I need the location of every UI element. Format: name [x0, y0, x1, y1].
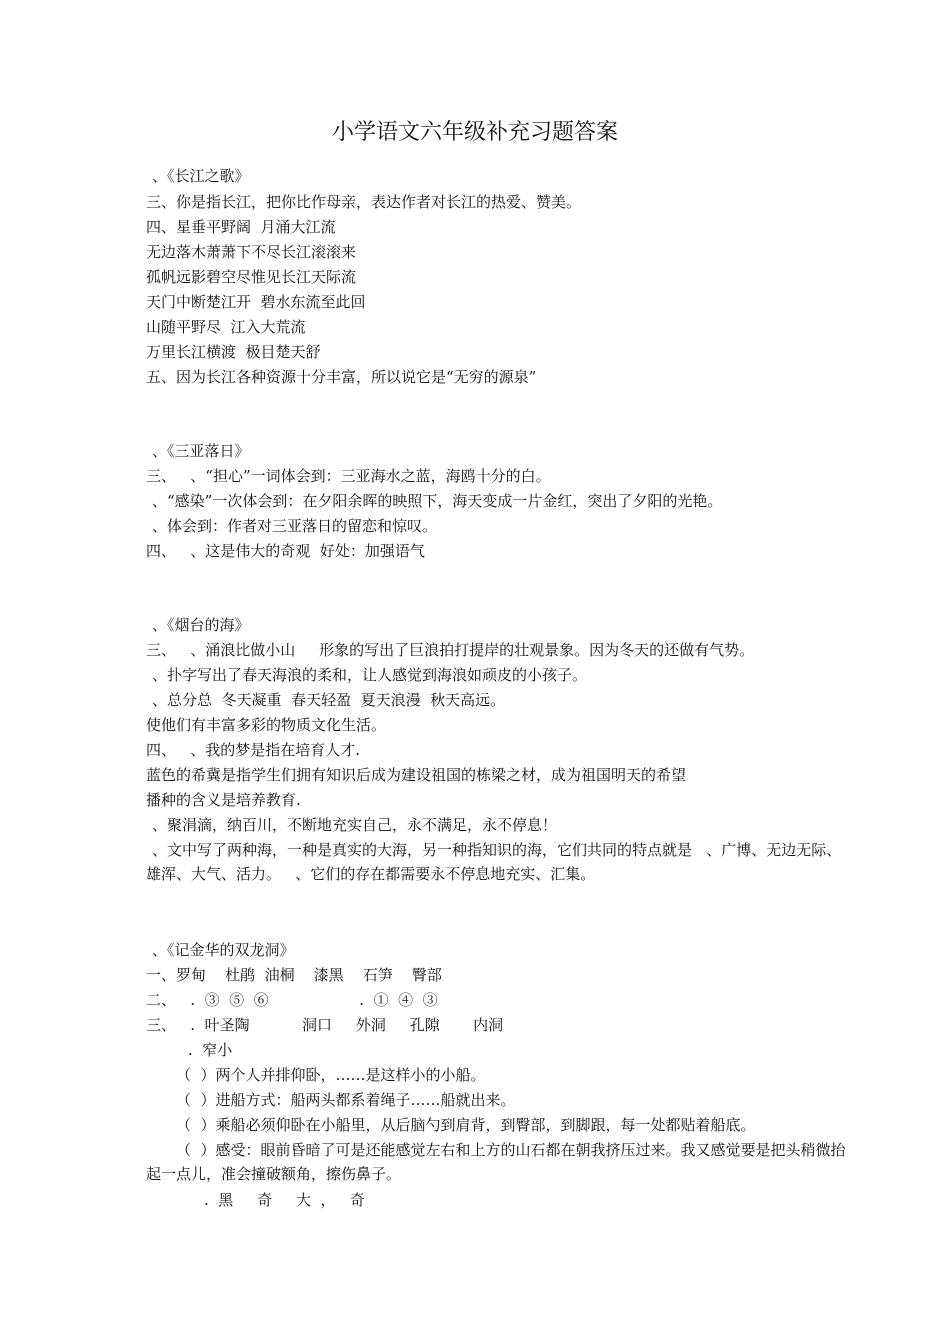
text-line: 、扑字写出了春天海浪的柔和，让人感觉到海浪如顽皮的小孩子。	[152, 666, 588, 684]
text-line: 万里长江横渡 极目楚天舒	[146, 343, 321, 361]
text-line: . 黑 奇 大 ， 奇	[204, 1191, 365, 1209]
text-line: 蓝色的希冀是指学生们拥有知识后成为建设祖国的栋梁之材，成为祖国明天的希望	[146, 766, 687, 784]
text-line: 三、 . 叶圣陶 洞口 外洞 孔隙 内洞	[146, 1016, 504, 1034]
text-line: 三、你是指长江，把你比作母亲，表达作者对长江的热爱、赞美。	[146, 193, 582, 211]
text-line: 、聚涓滴，纳百川，不断地充实自己，永不满足，永不停息！	[152, 816, 558, 834]
section-heading-shuanglongdong: 、《记金华的双龙洞》	[152, 941, 295, 959]
text-line: 孤帆远影碧空尽惟见长江天际流	[146, 268, 357, 286]
text-line: 山随平野尽 江入大荒流	[146, 318, 306, 336]
section-heading-changjiang: 、《长江之歌》	[152, 167, 250, 185]
text-paragraph: 、文中写了两种海，一种是真实的大海，另一种指知识的海，它们共同的特点就是 、广博、无边无际、雄浑、大气、活力。 、它们的存在都需要永不停息地充实、汇集。	[146, 841, 842, 883]
text-line: 三、 、“担心”一词体会到：三亚海水之蓝，海鸥十分的白。	[146, 467, 551, 485]
text-line: 四、 、我的梦是指在培育人才.	[146, 741, 361, 759]
text-line: 、“感染”一次体会到：在夕阳余晖的映照下，海天变成一片金红，突出了夕阳的光艳。	[152, 492, 723, 510]
section-heading-sanya: 、《三亚落日》	[152, 442, 250, 460]
text-line: 使他们有丰富多彩的物质文化生活。	[146, 716, 387, 734]
text-line: 无边落木萧萧下不尽长江滚滚来	[146, 243, 357, 261]
text-line: 四、星垂平野阔 月涌大江流	[146, 218, 336, 236]
text-line: 、体会到：作者对三亚落日的留恋和惊叹。	[152, 517, 438, 535]
text-line: （ ）两个人并排仰卧，……是这样小的小船。	[176, 1066, 486, 1084]
page-title: 小学语文六年级补充习题答案	[331, 120, 618, 145]
text-paragraph: （ ）感受：眼前昏暗了可是还能感觉左右和上方的山石都在朝我挤压过来。我又感觉要是把头稍微抬起一点儿，准会撞破额角，擦伤鼻子。	[146, 1141, 846, 1183]
text-line: 天门中断楚江开 碧水东流至此回	[146, 293, 366, 311]
text-line: （ ）乘船必须仰卧在小船里，从后脑勺到肩背，到臀部，到脚跟，每一处都贴着船底。	[176, 1116, 756, 1134]
text-line: 五、因为长江各种资源十分丰富，所以说它是“无穷的源泉”	[146, 368, 537, 386]
text-line: 播种的含义是培养教育.	[146, 791, 301, 809]
text-line: 四、 、这是伟大的奇观 好处：加强语气	[146, 542, 425, 560]
text-line: 、总分总 冬天凝重 春天轻盈 夏天浪漫 秋天高远。	[152, 691, 506, 709]
text-line: 一、罗甸 杜鹃 油桐 漆黑 石笋 臀部	[146, 966, 442, 984]
text-line: 三、 、涌浪比做小山 形象的写出了巨浪拍打提岸的壮观景象。因为冬天的还做有气势。	[146, 641, 755, 659]
text-line: （ ）进船方式：船两头都系着绳子……船就出来。	[176, 1091, 516, 1109]
text-line: . 窄小	[188, 1041, 233, 1059]
text-line: 二、 . ③ ⑤ ⑥ . ① ④ ③	[146, 991, 438, 1009]
section-heading-yantai: 、《烟台的海》	[152, 616, 250, 634]
